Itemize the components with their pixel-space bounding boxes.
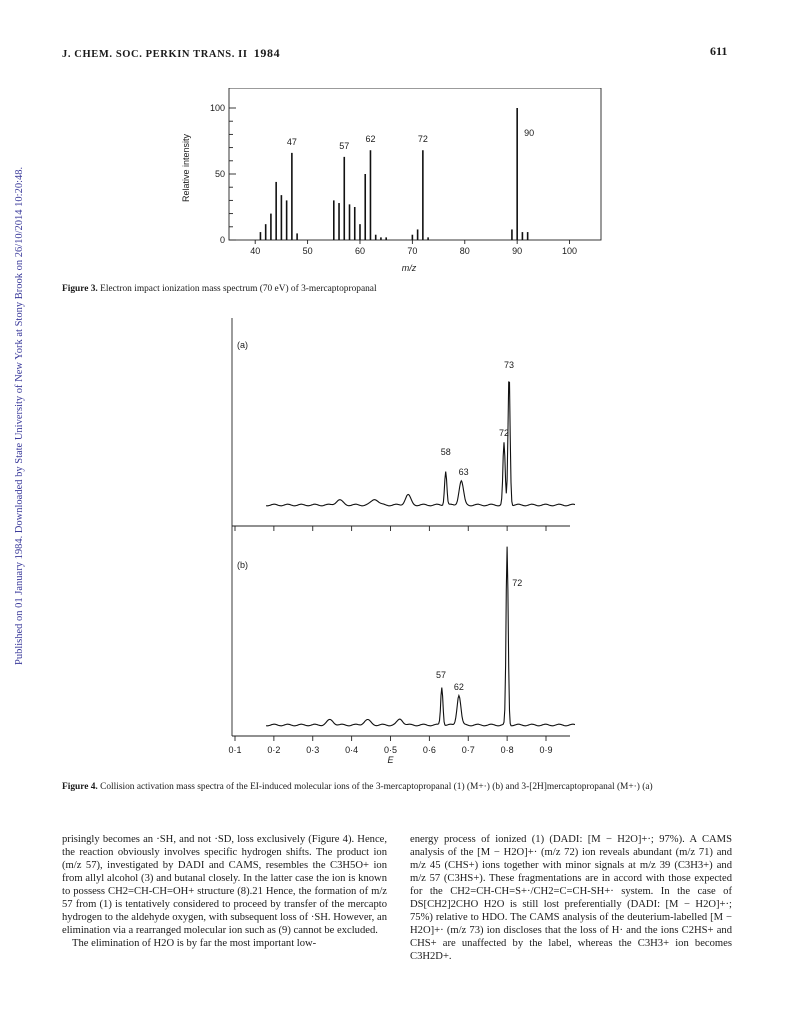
panel-label: (a) <box>237 340 248 350</box>
journal-year: 1984 <box>253 46 281 60</box>
figure3-caption <box>62 283 377 295</box>
x-tick-label: 0·7 <box>461 745 475 755</box>
x-tick-label: 0·8 <box>500 745 514 755</box>
spectrum-trace <box>266 547 575 726</box>
right-column <box>410 833 732 963</box>
x-tick-label: 60 <box>354 246 365 256</box>
peak-label: 62 <box>365 134 376 145</box>
peak-label: 57 <box>436 670 447 680</box>
left-column <box>62 833 387 950</box>
x-tick-label: 0·6 <box>422 745 436 755</box>
x-tick-label: 0·1 <box>228 745 242 755</box>
peak-label: 57 <box>339 140 350 151</box>
panel-label: (b) <box>237 560 248 570</box>
journal-header <box>62 46 280 61</box>
y-tick-label: 0 <box>219 235 225 245</box>
x-tick-label: 0·5 <box>383 745 398 755</box>
figure4-caption <box>62 781 730 793</box>
peak-label: 90 <box>524 128 535 138</box>
peak-label: 63 <box>458 467 469 477</box>
figure4-chart <box>215 318 575 768</box>
figure3-chart <box>170 88 620 280</box>
figure3-caption-text: Electron impact ionization mass spectrum (70 eV) of 3-mercaptopropanal <box>100 284 377 294</box>
peak-label: 73 <box>504 360 515 370</box>
peak-label: 72 <box>512 578 523 588</box>
y-tick-label: 100 <box>209 103 225 113</box>
journal-name: J. CHEM. SOC. PERKIN TRANS. II <box>62 49 248 60</box>
x-tick-label: 0·3 <box>306 745 320 755</box>
download-watermark[interactable] <box>14 130 28 670</box>
figure4-caption-text: Collision activation mass spectra of the EI-induced molecular ions of the 3-mercaptopropanal (1) (M+·) (b) and 3-[2H]mercaptopropanal (M+·) (a) <box>100 782 653 792</box>
right-paragraph-1: energy process of ionized (1) (DADI: [M − H2O]+·; 97%). A CAMS analysis of the [M − H2O]+· (m/z 72) ion reveals abundant (m/z 71) and m/z 45 (CHS+) ions together with minor signals at m/z 39 (C3H3+) and m/z 57 (C3HS+). These fragmentations are in accord with those expected for the CH2=CH-CH=S+·/CH2=C=CH-SH+· system. In the case of DS[CH2]2CHO H2O is still lost preferentially (DADI: [M − H2O]+·; 75%) relative to HDO. The CAMS analysis of the deuterium-labelled [M − H2O]+· (m/z 73) ion discloses that the loss of H· and the ions C2HS+ and CHS+ are unaffected by the label, whereas the C3H3+ ion becomes C3H2D+. <box>410 834 732 963</box>
x-tick-label: 0·9 <box>539 745 553 755</box>
page-number: 611 <box>710 44 728 58</box>
x-tick-label: 100 <box>562 246 578 256</box>
figure4-caption-label: Figure 4. <box>62 782 98 792</box>
peak-label: 72 <box>499 428 510 438</box>
figure3-caption-label: Figure 3. <box>62 284 98 294</box>
plot-frame <box>229 88 601 240</box>
spectrum-trace <box>266 382 575 506</box>
x-tick-label: 80 <box>459 246 470 256</box>
peak-label: 47 <box>286 136 297 147</box>
x-axis-label: m/z <box>401 263 417 273</box>
x-tick-label: 0·2 <box>267 745 281 755</box>
left-paragraph-1: prisingly becomes an ·SH, and not ·SD, loss exclusively (Figure 4). Hence, the reaction obviously involves specific hydrogen shifts. The product ion (m/z 57), investigated by DADI and CAMS, resembles the C3H5O+ ion from allyl alcohol (3) and butanal closely. In the latter case the ion is known to possess CH2=CH-CH=OH+ structure (8).21 Hence, the formation of m/z 57 from (1) is tentatively considered to proceed by transfer of the mercapto hydrogen to the aldehyde oxygen, with subsequent loss of ·SH. However, an elimination via a rearranged molecular ion such as (9) cannot be excluded. <box>62 834 387 937</box>
watermark-text: Published on 01 January 1984. Downloaded by State University of New York at Stony Brook on 26/10/2014 10:20:48. <box>14 166 25 665</box>
figure3-plot <box>181 88 601 273</box>
y-tick-label: 50 <box>214 169 225 179</box>
x-tick-label: 90 <box>512 246 523 256</box>
x-tick-label: 0·4 <box>345 745 359 755</box>
peak-label: 62 <box>453 682 464 692</box>
left-paragraph-2: The elimination of H2O is by far the most important low- <box>72 938 317 950</box>
y-axis-label: Relative intensity <box>181 133 191 203</box>
peak-label: 58 <box>440 447 451 457</box>
x-tick-label: 50 <box>302 246 313 256</box>
x-tick-label: 40 <box>250 246 261 256</box>
x-axis-label: E <box>387 755 394 765</box>
x-tick-label: 70 <box>407 246 418 256</box>
peak-label: 72 <box>417 134 428 145</box>
figure4-plot <box>228 318 575 765</box>
